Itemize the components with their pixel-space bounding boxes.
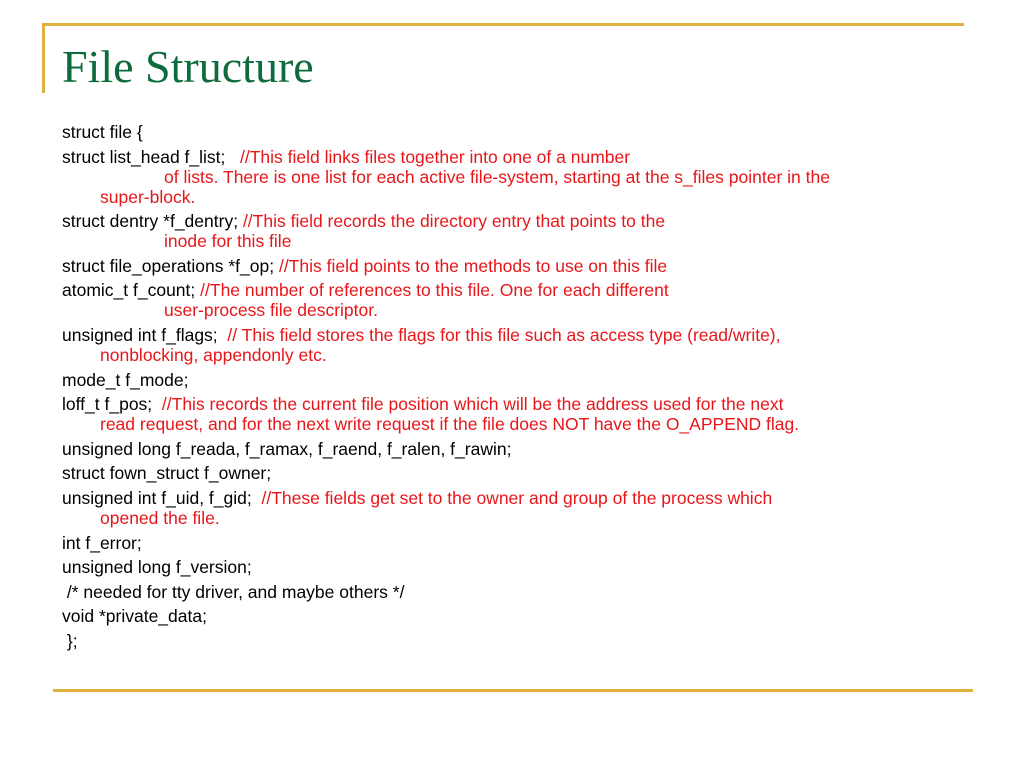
- code-comment: // This field stores the flags for this file such as access type (read/write),: [227, 324, 781, 345]
- frame-left-rule: [42, 23, 45, 93]
- code-text: unsigned long f_version;: [62, 557, 252, 578]
- code-comment: //This field links files together into one of a number: [240, 146, 631, 167]
- code-text: void *private_data;: [62, 606, 207, 627]
- code-line: [62, 147, 982, 207]
- slide-title: File Structure: [62, 41, 314, 92]
- code-comment-continuation: user-process file descriptor.: [164, 300, 378, 321]
- code-line: [62, 325, 982, 365]
- code-listing: [62, 122, 982, 656]
- code-text: unsigned int f_flags;: [62, 324, 218, 345]
- code-line: [62, 582, 982, 602]
- code-text: struct dentry *f_dentry;: [62, 211, 239, 232]
- code-text: mode_t f_mode;: [62, 369, 189, 390]
- code-line: [62, 606, 982, 626]
- code-line: [62, 211, 982, 251]
- code-comment-continuation: super-block.: [100, 186, 196, 207]
- code-comment-continuation: opened the file.: [100, 507, 220, 528]
- code-text: int f_error;: [62, 532, 142, 553]
- code-line: [62, 439, 982, 459]
- code-comment: //The number of references to this file. One for each different: [200, 280, 669, 301]
- code-line: [62, 256, 982, 276]
- code-text: struct list_head f_list;: [62, 146, 226, 167]
- frame-bottom-rule: [53, 689, 973, 692]
- code-line: [62, 631, 982, 651]
- code-comment: //This field points to the methods to use on this file: [278, 255, 668, 276]
- code-text: };: [66, 630, 78, 651]
- code-text: unsigned int f_uid, f_gid;: [62, 487, 252, 508]
- code-comment: //This field records the directory entry that points to the: [242, 211, 666, 232]
- code-comment: //These fields get set to the owner and group of the process which: [261, 487, 773, 508]
- code-comment-continuation: inode for this file: [164, 231, 292, 252]
- code-comment-continuation: nonblocking, appendonly etc.: [100, 344, 327, 365]
- code-text: struct file_operations *f_op;: [62, 255, 275, 276]
- code-text: struct fown_struct f_owner;: [62, 463, 272, 484]
- code-comment-continuation: of lists. There is one list for each active file-system, starting at the s_files pointer in the: [164, 166, 830, 187]
- code-text: unsigned long f_reada, f_ramax, f_raend, f_ralen, f_rawin;: [62, 438, 512, 459]
- code-text: loff_t f_pos;: [62, 394, 153, 415]
- code-line: [62, 280, 982, 320]
- code-line: [62, 122, 982, 142]
- code-line: [62, 463, 982, 483]
- code-line: [62, 370, 982, 390]
- code-text: /* needed for tty driver, and maybe others */: [66, 581, 405, 602]
- code-line: [62, 394, 982, 434]
- code-line: [62, 488, 982, 528]
- frame-top-rule: [42, 23, 964, 26]
- code-comment: //This records the current file position which will be the address used for the next: [161, 394, 784, 415]
- code-line: [62, 557, 982, 577]
- code-line: [62, 533, 982, 553]
- code-text: struct file {: [62, 122, 143, 142]
- code-text: atomic_t f_count;: [62, 280, 196, 301]
- code-comment-continuation: read request, and for the next write request if the file does NOT have the O_APPEND flag.: [100, 414, 800, 435]
